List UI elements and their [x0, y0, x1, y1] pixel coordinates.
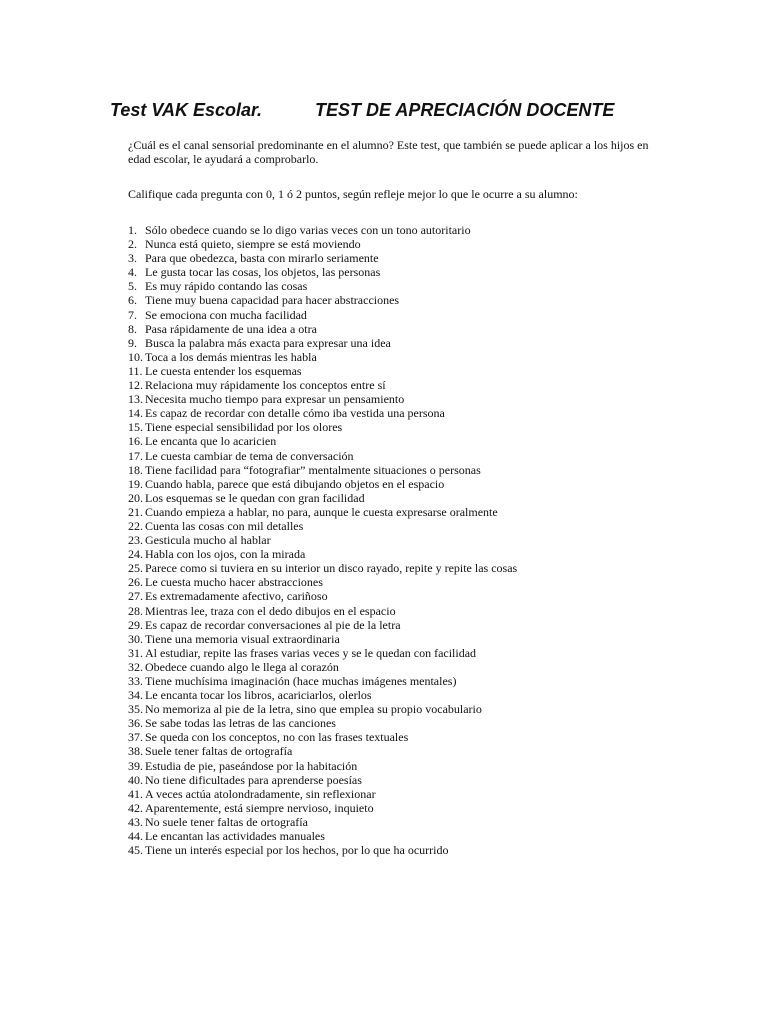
question-text: Cuando habla, parece que está dibujando objetos en el espacio: [145, 476, 445, 491]
question-text: Aparentemente, está siempre nervioso, inquieto: [145, 800, 374, 815]
question-item: [128, 519, 668, 533]
question-number: 25.: [128, 561, 143, 576]
question-number: 13.: [128, 392, 143, 407]
question-text: Tiene facilidad para “fotografiar” mentalmente situaciones o personas: [145, 462, 481, 477]
question-text: Pasa rápidamente de una idea a otra: [145, 321, 317, 336]
question-item: [128, 533, 668, 547]
question-item: [128, 744, 668, 758]
question-number: 12.: [128, 378, 143, 393]
question-item: [128, 279, 668, 293]
question-number: 5.: [128, 279, 137, 294]
question-text: Es extremadamente afectivo, cariñoso: [145, 589, 328, 604]
question-item: [128, 674, 668, 688]
question-text: Tiene un interés especial por los hechos, por lo que ha ocurrido: [145, 843, 449, 858]
question-number: 7.: [128, 307, 137, 322]
question-number: 26.: [128, 575, 143, 590]
question-text: Habla con los ojos, con la mirada: [145, 547, 306, 562]
question-text: Se sabe todas las letras de las canciones: [145, 716, 336, 731]
question-number: 45.: [128, 843, 143, 858]
question-number: 21.: [128, 504, 143, 519]
document-title-right: TEST DE APRECIACIÓN DOCENTE: [315, 100, 615, 120]
question-item: [128, 702, 668, 716]
question-text: Tiene una memoria visual extraordinaria: [145, 631, 340, 646]
question-text: Necesita mucho tiempo para expresar un pensamiento: [145, 392, 405, 407]
question-item: [128, 660, 668, 674]
question-text: Nunca está quieto, siempre se está moviendo: [145, 237, 361, 252]
question-text: Obedece cuando algo le llega al corazón: [145, 659, 339, 674]
question-number: 36.: [128, 716, 143, 731]
question-number: 19.: [128, 476, 143, 491]
question-number: 6.: [128, 293, 137, 308]
question-item: [128, 265, 668, 279]
question-text: Los esquemas se le quedan con gran facilidad: [145, 490, 365, 505]
question-item: [128, 223, 668, 237]
question-text: Para que obedezca, basta con mirarlo seriamente: [145, 251, 379, 266]
question-number: 35.: [128, 702, 143, 717]
question-number: 33.: [128, 674, 143, 688]
question-item: [128, 801, 668, 815]
question-item: [128, 547, 668, 561]
question-item: [128, 604, 668, 618]
question-text: Sólo obedece cuando se lo digo varias veces con un tono autoritario: [145, 223, 471, 237]
question-text: Al estudiar, repite las frases varias veces y se le quedan con facilidad: [145, 645, 477, 660]
question-item: [128, 759, 668, 773]
question-item: [128, 449, 668, 463]
question-text: Tiene muy buena capacidad para hacer abstracciones: [145, 293, 400, 308]
question-number: 41.: [128, 786, 143, 801]
document-title-left: Test VAK Escolar.: [110, 100, 263, 120]
question-number: 34.: [128, 688, 143, 703]
question-item: [128, 322, 668, 336]
question-item: [128, 787, 668, 801]
question-text: A veces actúa atolondradamente, sin reflexionar: [145, 786, 376, 801]
question-item: [128, 308, 668, 322]
question-item: [128, 618, 668, 632]
question-item: [128, 505, 668, 519]
question-list: [128, 223, 668, 857]
question-number: 9.: [128, 335, 137, 350]
question-number: 37.: [128, 730, 143, 745]
question-number: 44.: [128, 829, 143, 844]
question-text: Le encanta tocar los libros, acariciarlos, olerlos: [145, 688, 372, 703]
question-item: [128, 773, 668, 787]
question-number: 31.: [128, 645, 143, 660]
question-text: No suele tener faltas de ortografía: [145, 814, 308, 829]
question-item: [128, 491, 668, 505]
question-item: [128, 378, 668, 392]
question-text: No tiene dificultades para aprenderse poesías: [145, 772, 362, 787]
question-number: 15.: [128, 420, 143, 435]
question-item: [128, 477, 668, 491]
question-text: Mientras lee, traza con el dedo dibujos en el espacio: [145, 603, 396, 618]
question-number: 42.: [128, 800, 143, 815]
question-number: 39.: [128, 758, 143, 773]
question-number: 4.: [128, 265, 137, 280]
question-number: 40.: [128, 772, 143, 787]
question-text: Busca la palabra más exacta para expresar una idea: [145, 335, 391, 350]
question-number: 30.: [128, 631, 143, 646]
question-text: Parece como si tuviera en su interior un disco rayado, repite y repite las cosas: [145, 561, 518, 576]
question-text: Se emociona con mucha facilidad: [145, 307, 307, 322]
question-number: 23.: [128, 533, 143, 548]
question-text: No memoriza al pie de la letra, sino que emplea su propio vocabulario: [145, 702, 482, 717]
question-text: Se queda con los conceptos, no con las frases textuales: [145, 730, 409, 745]
question-item: [128, 815, 668, 829]
question-number: 32.: [128, 659, 143, 674]
question-number: 18.: [128, 462, 143, 477]
question-text: Le encanta que lo acaricien: [145, 434, 277, 449]
question-text: Relaciona muy rápidamente los conceptos entre sí: [145, 378, 386, 393]
question-number: 8.: [128, 321, 137, 336]
question-number: 22.: [128, 518, 143, 533]
question-number: 38.: [128, 744, 143, 759]
question-text: Le cuesta cambiar de tema de conversación: [145, 448, 354, 463]
question-item: [128, 350, 668, 364]
question-item: [128, 336, 668, 350]
title-row: [110, 98, 710, 122]
question-item: [128, 392, 668, 406]
question-number: 1.: [128, 223, 137, 237]
question-item: [128, 434, 668, 448]
question-number: 3.: [128, 251, 137, 266]
question-item: [128, 561, 668, 575]
question-text: Le cuesta entender los esquemas: [145, 363, 302, 378]
question-text: Le gusta tocar las cosas, los objetos, las personas: [145, 265, 381, 280]
question-item: [128, 293, 668, 307]
question-text: Le cuesta mucho hacer abstracciones: [145, 575, 323, 590]
question-number: 24.: [128, 547, 143, 562]
question-number: 27.: [128, 589, 143, 604]
question-item: [128, 843, 668, 857]
question-text: Es capaz de recordar con detalle cómo iba vestida una persona: [145, 406, 445, 421]
question-text: Tiene muchísima imaginación (hace muchas imágenes mentales): [145, 674, 457, 688]
question-number: 11.: [128, 363, 143, 378]
question-item: [128, 251, 668, 265]
question-text: Es capaz de recordar conversaciones al pie de la letra: [145, 617, 401, 632]
question-number: 20.: [128, 490, 143, 505]
question-item: [128, 716, 668, 730]
question-text: Gesticula mucho al hablar: [145, 533, 271, 548]
question-item: [128, 646, 668, 660]
question-item: [128, 406, 668, 420]
question-text: Cuenta las cosas con mil detalles: [145, 518, 304, 533]
question-number: 16.: [128, 434, 143, 449]
question-item: [128, 632, 668, 646]
question-text: Estudia de pie, paseándose por la habitación: [145, 758, 358, 773]
intro-paragraph: ¿Cuál es el canal sensorial predominante en el alumno? Este test, que también se puede aplicar a los hijos en edad escolar, le ayudará a comprobarlo.: [128, 138, 649, 166]
question-number: 29.: [128, 617, 143, 632]
question-item: [128, 730, 668, 744]
question-item: [128, 237, 668, 251]
question-text: Toca a los demás mientras les habla: [145, 349, 317, 364]
question-number: 17.: [128, 448, 143, 463]
question-number: 10.: [128, 349, 143, 364]
question-item: [128, 463, 668, 477]
question-item: [128, 420, 668, 434]
question-item: [128, 589, 668, 603]
question-text: Es muy rápido contando las cosas: [145, 279, 308, 294]
question-number: 14.: [128, 406, 143, 421]
question-text: Le encantan las actividades manuales: [145, 829, 325, 844]
question-item: [128, 829, 668, 843]
question-text: Cuando empieza a hablar, no para, aunque le cuesta expresarse oralmente: [145, 504, 498, 519]
question-number: 43.: [128, 814, 143, 829]
question-text: Suele tener faltas de ortografía: [145, 744, 293, 759]
question-number: 28.: [128, 603, 143, 618]
question-text: Tiene especial sensibilidad por los olores: [145, 420, 343, 435]
question-item: [128, 688, 668, 702]
question-item: [128, 364, 668, 378]
question-item: [128, 575, 668, 589]
instruction-text: Califique cada pregunta con 0, 1 ó 2 puntos, según refleje mejor lo que le ocurre a su alumno:: [128, 187, 578, 201]
question-number: 2.: [128, 237, 137, 252]
